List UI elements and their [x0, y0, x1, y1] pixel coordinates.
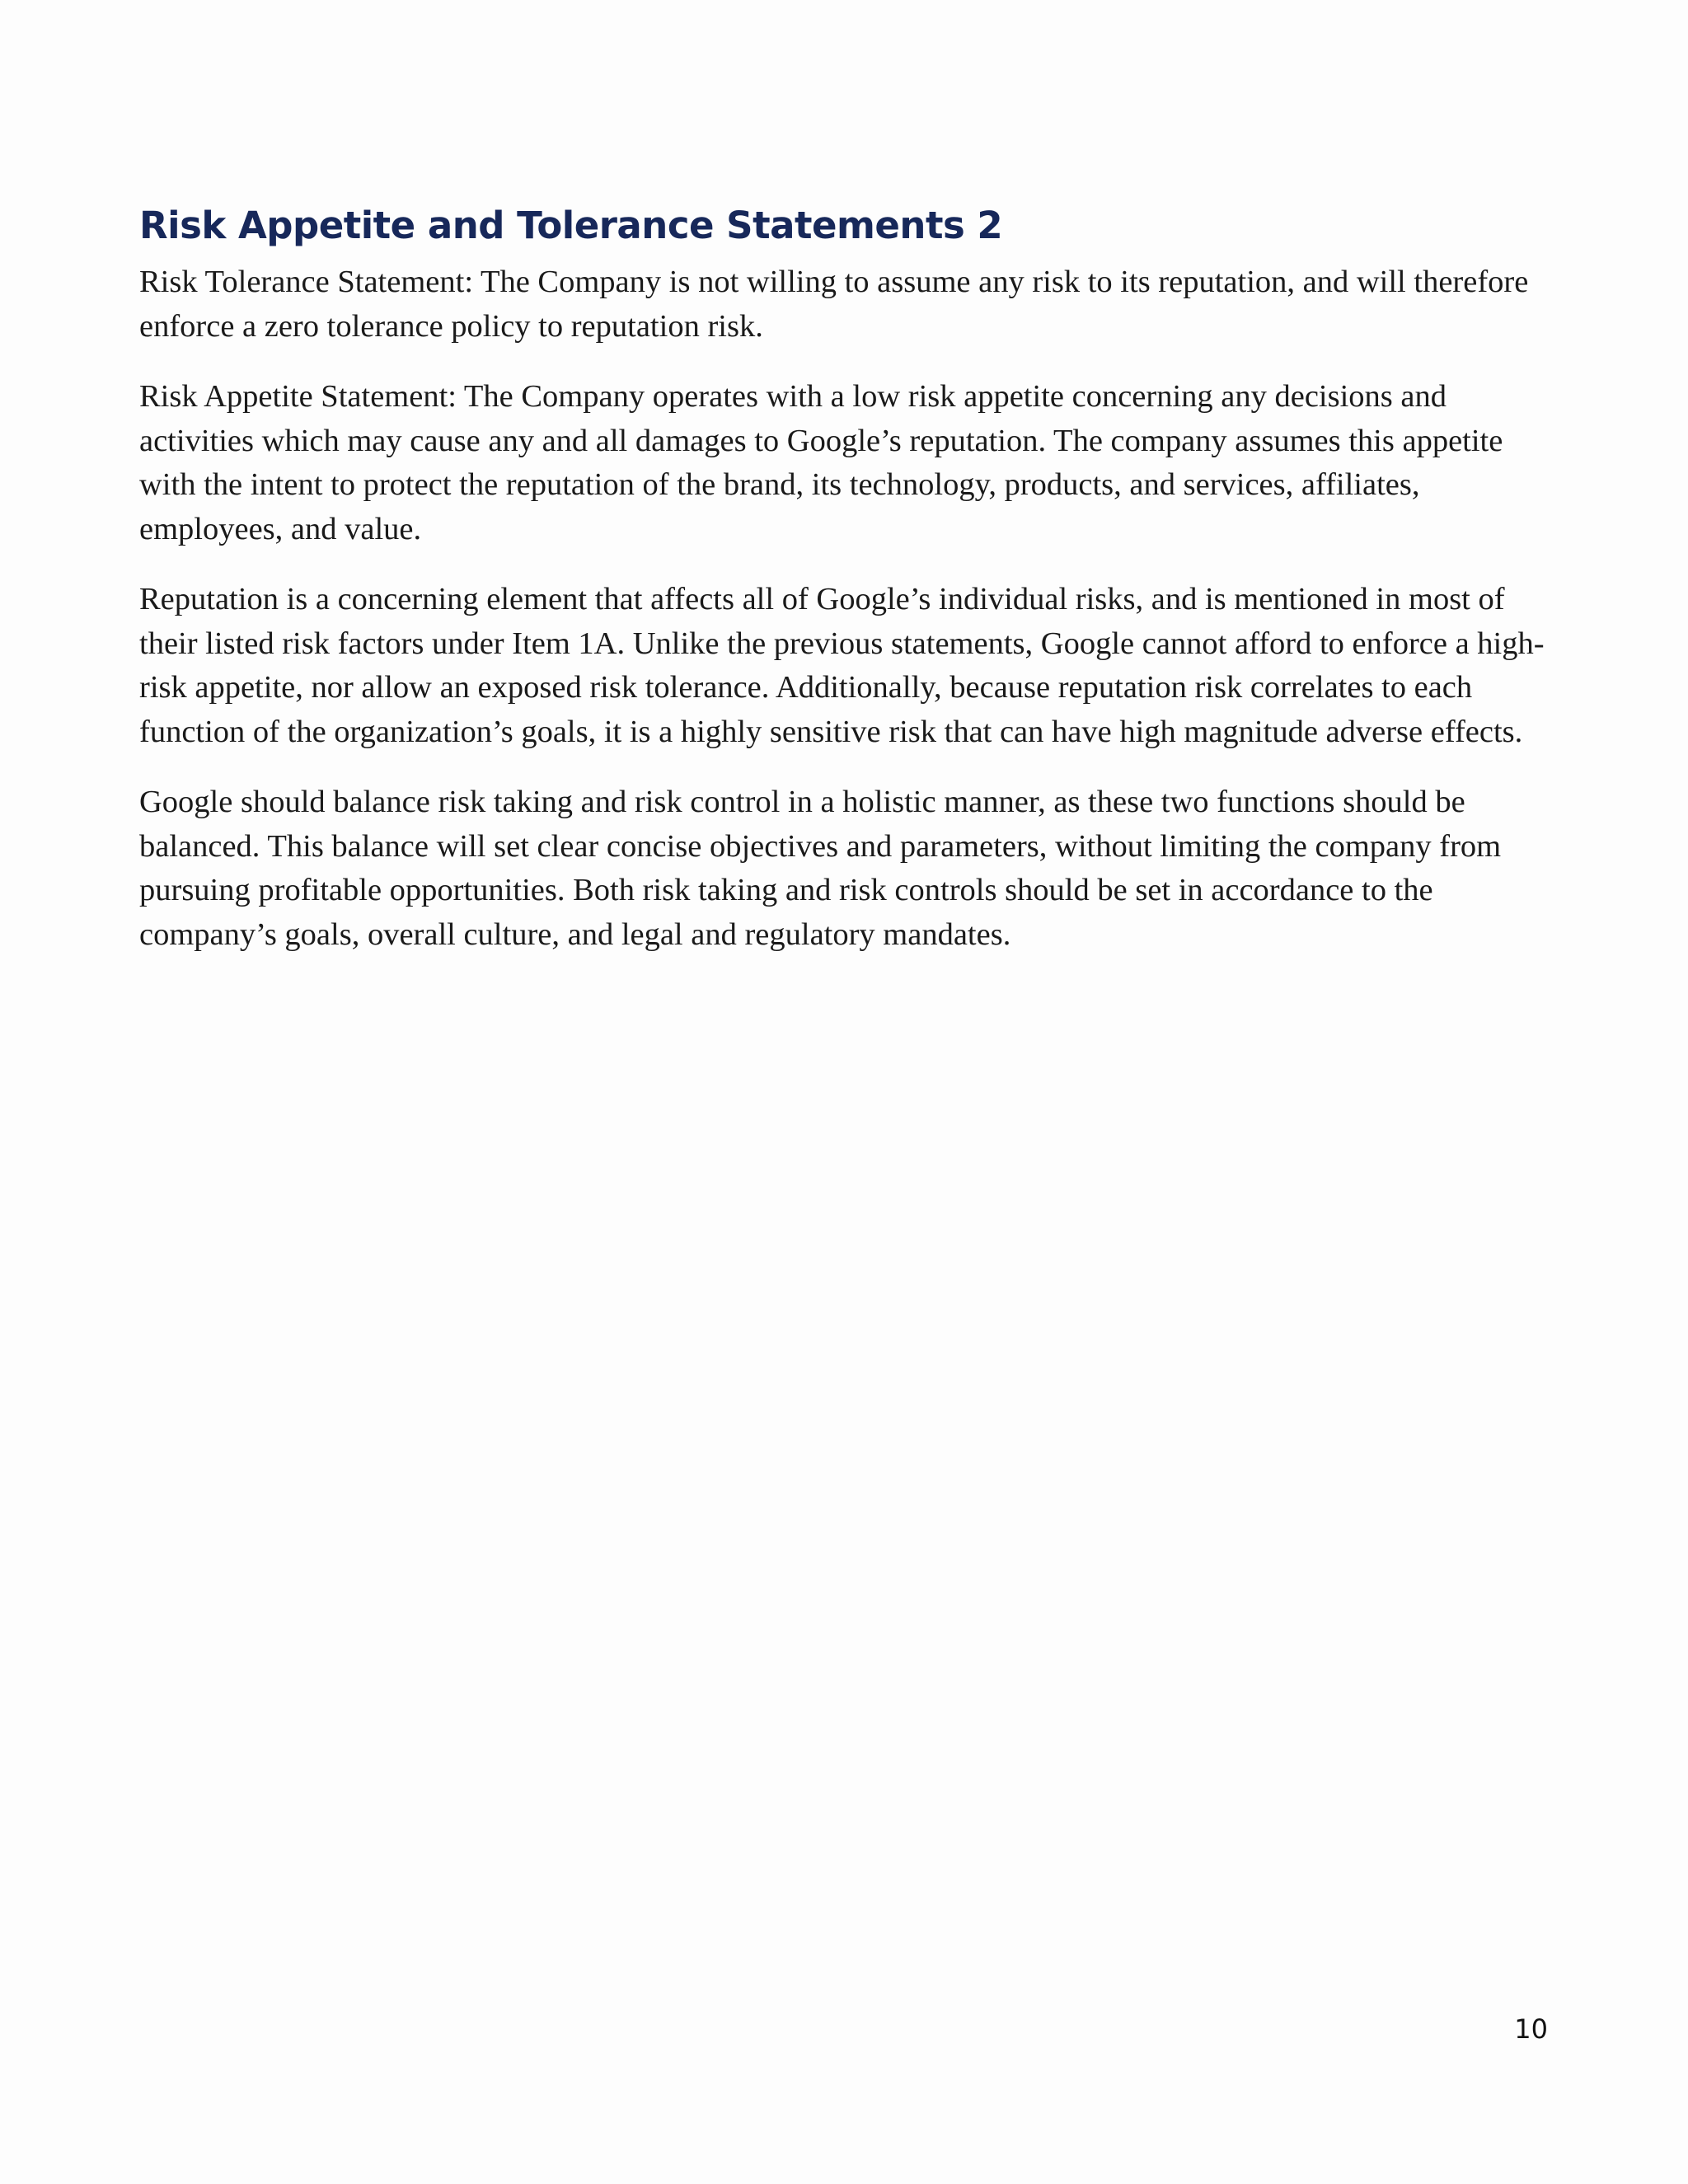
page-number: 10: [1514, 2013, 1548, 2045]
page-content: [139, 196, 1557, 983]
balance-paragraph: Google should balance risk taking and risk control in a holistic manner, as these two functions should be balanced. This balance will set clear concise objectives and parameters, without limiting the company from pursuing profitable opportunities. Both risk taking and risk controls should be set in accordance to the company’s goals, overall culture, and legal and regulatory mandates.: [139, 785, 1502, 952]
section-heading: Risk Appetite and Tolerance Statements 2: [139, 204, 1003, 247]
risk-tolerance-paragraph: Risk Tolerance Statement: The Company is not willing to assume any risk to its reputation, and will therefore enforce a zero tolerance policy to reputation risk.: [139, 265, 1529, 344]
reputation-paragraph: Reputation is a concerning element that affects all of Google’s individual risks, and is mentioned in most of their listed risk factors under Item 1A. Unlike the previous statements, Google cannot afford to enforce a high-risk appetite, nor allow an exposed risk tolerance. Additionally, because reputation risk correlates to each function of the organization’s goals, it is a highly sensitive risk that can have high magnitude adverse effects.: [139, 582, 1545, 749]
risk-appetite-paragraph: Risk Appetite Statement: The Company operates with a low risk appetite concerning any decisions and activities which may cause any and all damages to Google’s reputation. The company assumes this appetite with the intent to protect the reputation of the brand, its technology, products, and services, affiliates, employees, and value.: [139, 379, 1503, 546]
